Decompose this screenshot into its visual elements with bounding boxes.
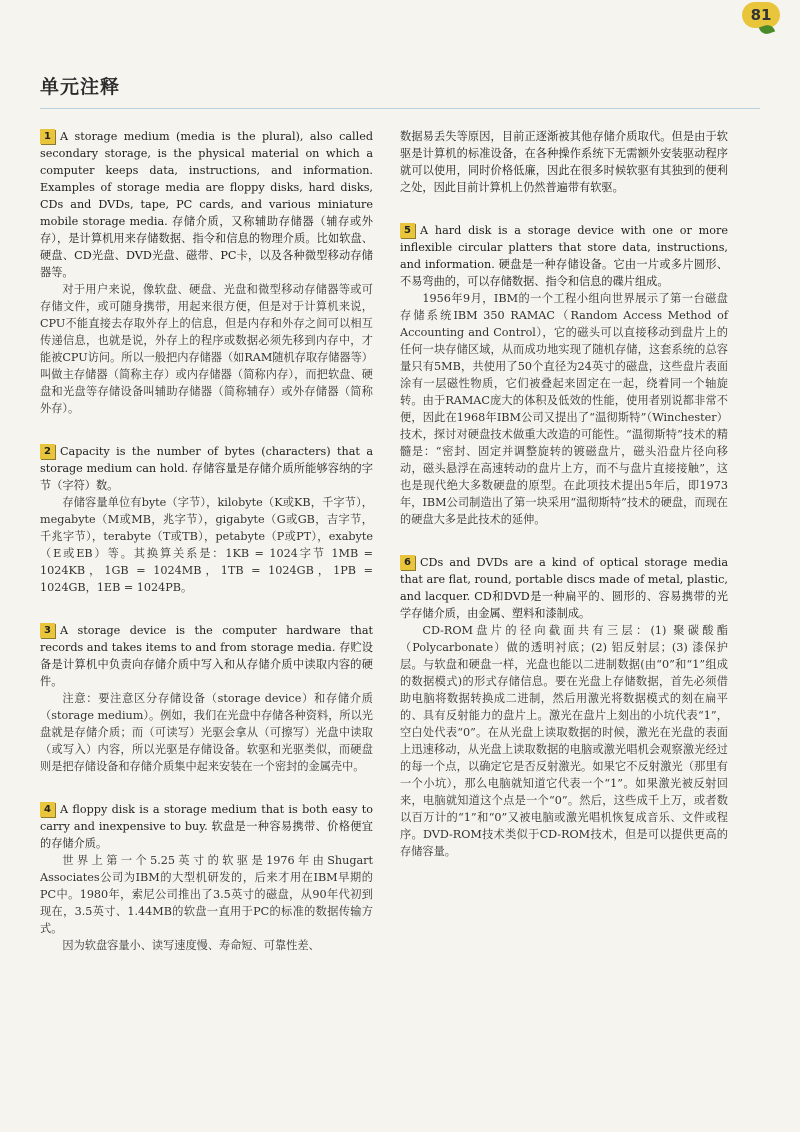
section-title: 单元注释 [40, 76, 121, 98]
note-number-badge: 6 [400, 555, 415, 570]
note-2 [40, 443, 373, 596]
note-text: CDs and DVDs are a kind of optical storage media that are flat, round, portable discs made of metal, plastic, and lacquer. CD和DVD是一种扁平的、圆形的、容易携带的光学存储介质，由金属、塑料和漆制成。 [400, 556, 728, 620]
note-explanation: 对于用户来说，像软盘、硬盘、光盘和微型移动存储器等或可存储文件，或可随身携带，用起来很方便，但是对于计算机来说，CPU不能直接去存取外存上的信息，但是内存和外存之间可以相互传递信息，也就是说，外存上的程序或数据必须先移到内存中，才能被CPU访问。所以一般把内存储器（如RAM随机存取存储器等）叫做主存储器（简称主存）或内存储器（简称内存），而把软盘、硬盘和光盘等存储设备叫辅助存储器（简称辅存）或外存储器（简称外存）。 [40, 283, 373, 415]
note-5 [400, 222, 728, 528]
note-text: A storage device is the computer hardware that records and takes items to and from storage media. 存贮设备是计算机中负责向存储介质中写入和从存储介质中读取内容的硬件。 [40, 624, 373, 688]
page-number: 81 [742, 2, 780, 28]
note-text: A floppy disk is a storage medium that is both easy to carry and inexpensive to buy. 软盘是一种容易携带、价格便宜的存储介质。 [40, 803, 373, 850]
note-explanation: 注意：要注意区分存储设备（storage device）和存储介质（storage medium）。例如，我们在光盘中存储各种资料，所以光盘就是存储介质；而（可读写）光驱会拿从（可擦写）光盘中读取（或写入）内容，所以光驱是存储设备。软驱和光驱类似，而硬盘则是把存储设备和存储介质集中起来安装在一个密封的金属壳中。 [40, 692, 373, 773]
note-text: Capacity is the number of bytes (characters) that a storage medium can hold. 存储容量是存储介质所能够容纳的字节（字符）数。 [40, 445, 373, 492]
note-number-badge: 4 [40, 802, 55, 817]
note-number-badge: 2 [40, 444, 55, 459]
note-explanation: 1956年9月，IBM的一个工程小组向世界展示了第一台磁盘存储系统IBM 350 RAMAC（Random Access Method of Accounting and Control），它的磁头可以直接移动到盘片上的任何一块存储区域，从而成功地实现了随机存储，这套系统的总容量只有5MB，共使用了50个直径为24英寸的磁盘，这些盘片表面涂有一层磁性物质，它们被叠起来固定在一起，绕着同一个轴旋转。由于RAMAC庞大的体积及低效的性能，使用者别说都非常不便，因此在1968年IBM公司又提出了“温彻斯特”（Winchester）技术，探讨对硬盘技术做重大改造的可能性。“温彻斯特”技术的精髓是：“密封、固定并调整旋转的镀磁盘片，磁头沿盘片径向移动，磁头悬浮在高速转动的盘片上方，而不与盘片直接接触”，这也是现代绝大多数硬盘的原型。在此项技术提出5年后，即1973年，IBM公司制造出了第一块采用“温彻斯特”技术的硬盘，而现在的硬盘大多是此技术的延伸。 [400, 292, 728, 526]
note-text: A hard disk is a storage device with one or more inflexible circular platters that store data, instructions, and information. 硬盘是一种存储设备。它由一片或多片圆形、不易弯曲的，可以存储数据、指令和信息的碟片组成。 [400, 224, 728, 288]
note-1 [40, 128, 373, 417]
note-explanation: CD-ROM盘片的径向截面共有三层：(1) 聚碳酸酯（Polycarbonate）做的透明衬底；(2) 铝反射层；(3) 漆保护层。与软盘和硬盘一样，光盘也能以二进制数据(由“0”和“1”组成的数据模式)的形式存储信息。要在光盘上存储数据，首先必须借助电脑将数据转换成二进制，然后用激光将数据模式的刻在扁平的、具有反射能力的盘片上。激光在盘片上刻出的小坑代表“1”，空白处代表“0”。在从光盘上读取数据的时候，激光在光盘的表面上迅速移动，从光盘上读取数据的电脑或激光唱机会观察激光经过的每一个点，以确定它是否反射激光。如果它不反射激光（那里有一个小坑），那么电脑就知道它代表一个“1”。如果激光被反射回来，电脑就知道这个点是一个“0”。然后，这些成千上万，或者数以百万计的“1”和“0”又被电脑或激光唱机恢复成音乐、文件或程序。DVD-ROM技术类似于CD-ROM技术，但是可以提供更高的存储容量。 [400, 624, 728, 858]
note-explanation: 世界上第一个5.25英寸的软驱是1976年由Shugart Associates公司为IBM的大型机研发的，后来才用在IBM早期的PC中。1980年，索尼公司推出了3.5英寸的磁盘，从90年代初到现在，3.5英寸、1.44MB的软盘一直用于PC的标准的数据传输方式。 [40, 854, 373, 935]
note-number-badge: 1 [40, 129, 55, 144]
note-explanation: 因为软盘容量小、读写速度慢、寿命短、可靠性差、 [62, 939, 320, 952]
note-text: A storage medium (media is the plural), also called secondary storage, is the physical material on which a computer keeps data, instructions, and information. Examples of storage media are floppy disks, hard disks, CDs and DVDs, tape, PC cards, and various miniature mobile storage media. 存储介质，又称辅助存储器（辅存或外存），是计算机用来存储数据、指令和信息的物理介质。比如软盘、硬盘、CD光盘、DVD光盘、磁带、PC卡，以及各种微型移动存储器等。 [40, 130, 373, 279]
note-number-badge: 5 [400, 223, 415, 238]
note-3 [40, 622, 373, 775]
right-column [400, 128, 728, 886]
note-explanation: 存储容量单位有byte（字节），kilobyte（K或KB，千字节），megabyte（M或MB，兆字节），gigabyte（G或GB，吉字节，千兆字节），terabyte（T或TB），petabyte（P或PT），exabyte（E或EB）等。其换算关系是：1KB = 1024字节 1MB = 1024KB，1GB = 1024MB，1TB = 1024GB，1PB = 1024GB，1EB = 1024PB。 [40, 496, 373, 594]
note-4-continuation: 数据易丢失等原因，目前正逐渐被其他存储介质取代。但是由于软驱是计算机的标准设备，在各种操作系统下无需额外安装驱动程序就可以使用，同时价格低廉，因此在很多时候软驱有其独到的便利之处，因此目前计算机上仍然普遍带有软驱。 [400, 130, 728, 194]
note-6 [400, 554, 728, 860]
note-4 [40, 801, 373, 954]
left-column [40, 128, 373, 980]
title-divider [40, 108, 760, 109]
note-number-badge: 3 [40, 623, 55, 638]
